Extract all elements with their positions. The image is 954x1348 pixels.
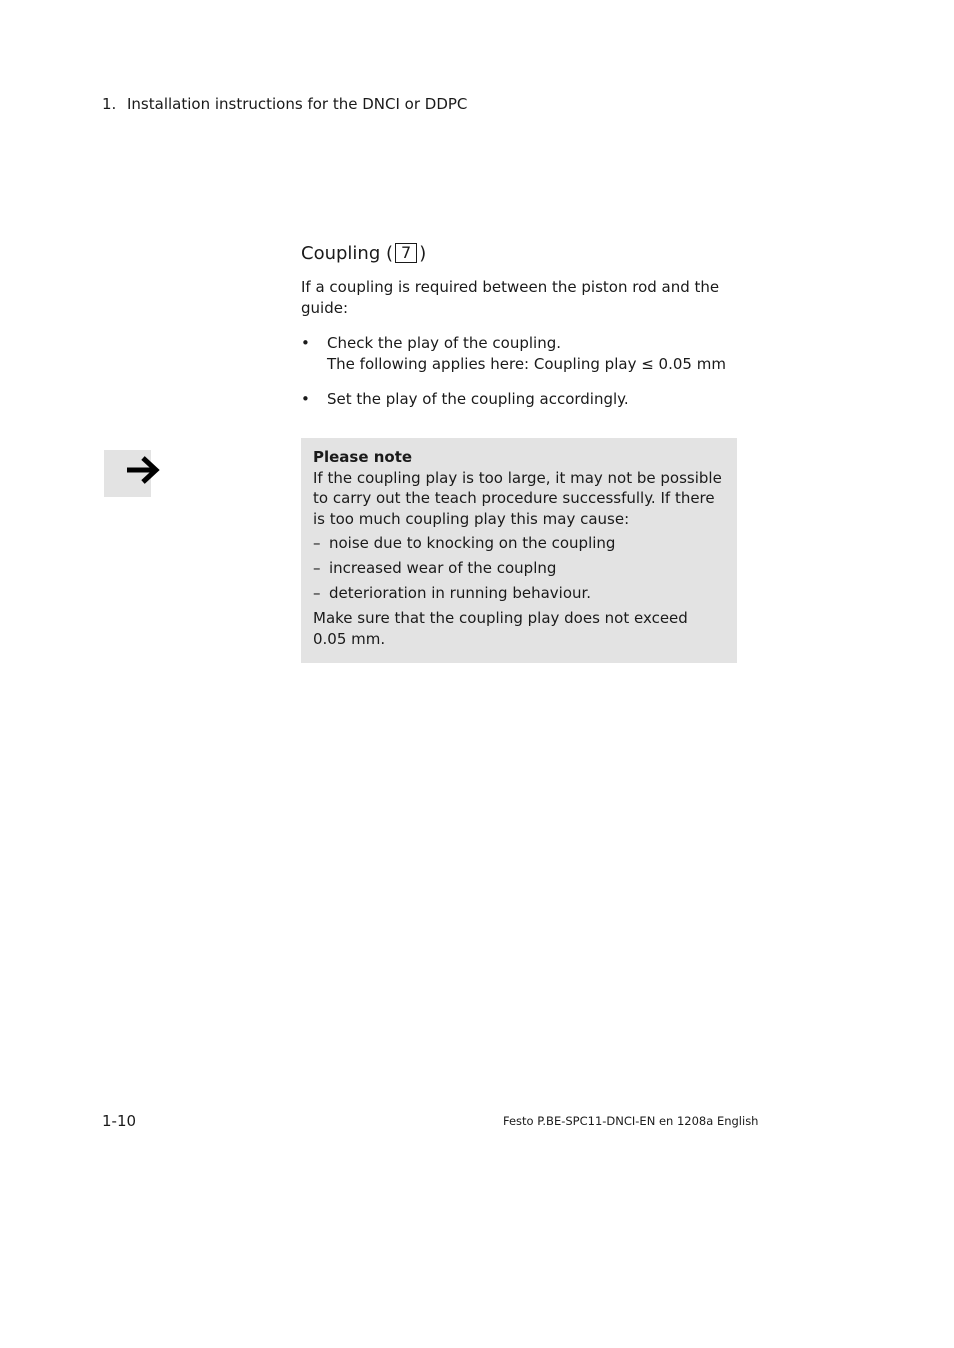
section-title-prefix: Coupling ( bbox=[301, 243, 393, 264]
note-list-text: deterioration in running behaviour. bbox=[329, 584, 592, 602]
dash-marker: – bbox=[313, 534, 321, 552]
bullet-line: Check the play of the coupling. bbox=[327, 334, 562, 352]
note-final-text: Make sure that the coupling play does not exceed 0.05 mm. bbox=[313, 609, 688, 648]
note-title: Please note bbox=[313, 448, 413, 466]
arrow-right-icon bbox=[124, 452, 164, 488]
bullet-marker: • bbox=[301, 334, 310, 352]
note-list-item bbox=[313, 533, 723, 554]
running-header bbox=[102, 94, 467, 114]
section-title-suffix: ) bbox=[419, 243, 427, 264]
bullet-text bbox=[327, 333, 726, 374]
note-list-text: noise due to knocking on the coupling bbox=[329, 534, 616, 552]
bullet-marker: • bbox=[301, 390, 310, 408]
intro-paragraph: If a coupling is required between the piston rod and the guide: bbox=[301, 278, 720, 317]
note-list-item bbox=[313, 583, 723, 604]
note-body: If the coupling play is too large, it may not be possible to carry out the teach procedure successfully. If there is too much coupling play this may cause: bbox=[313, 468, 722, 528]
chapter-number: 1. bbox=[102, 95, 117, 113]
note-list bbox=[313, 533, 723, 604]
document-id: Festo P.BE-SPC11-DNCI-EN en 1208a English bbox=[503, 1114, 759, 1128]
chapter-title: Installation instructions for the DNCI or DDPC bbox=[127, 95, 468, 113]
reference-number-box: 7 bbox=[395, 243, 417, 263]
page-number: 1-10 bbox=[102, 1112, 137, 1130]
note-list-text: increased wear of the couplng bbox=[329, 559, 557, 577]
dash-marker: – bbox=[313, 559, 321, 577]
note-content bbox=[313, 447, 723, 649]
note-list-item bbox=[313, 558, 723, 579]
bullet-line: The following applies here: Coupling play ≤ 0.05 mm bbox=[327, 354, 726, 373]
bullet-text: Set the play of the coupling accordingly. bbox=[327, 390, 629, 408]
section-title bbox=[301, 242, 426, 266]
dash-marker: – bbox=[313, 584, 321, 602]
